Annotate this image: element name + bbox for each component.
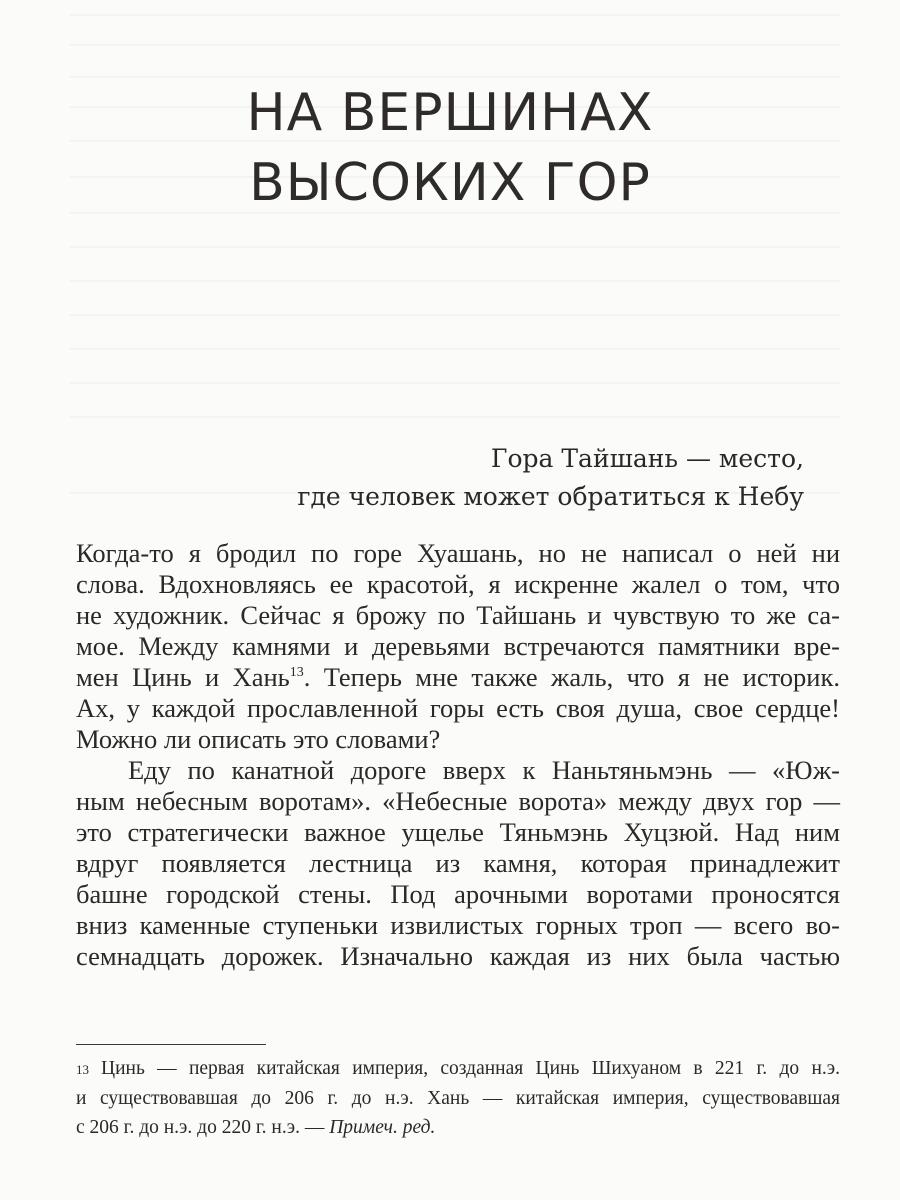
text-line: Когда-то я бродил по горе Хуашань, но не написал о ней ни <box>76 538 840 568</box>
text-line: Ах, у каждой прославленной горы есть своя душа, свое сердце! <box>76 693 840 723</box>
footnote-line <box>76 1113 840 1142</box>
bleed-through-line <box>70 382 840 384</box>
chapter-title <box>0 78 900 218</box>
chapter-title-line-2: ВЫСОКИХ ГОР <box>249 153 651 213</box>
paragraph-1 <box>76 538 840 755</box>
text-line: ным небесным воротам». «Небесные ворота» между двух гор — <box>76 786 840 816</box>
bleed-through-line <box>70 314 840 316</box>
text-line: не художник. Сейчас я брожу по Тайшань и чувствую то же са- <box>76 600 840 630</box>
editor-note: Примеч. ред. <box>329 1117 436 1138</box>
section-title-line-2: где человек может обратиться к Небу <box>297 482 804 511</box>
text-line: семнадцать дорожек. Изначально каждая из них была частью <box>76 941 840 971</box>
footnote-reference: 13 <box>289 665 304 681</box>
paragraph-2 <box>76 755 840 972</box>
footnote <box>76 1054 840 1142</box>
text-line: слова. Вдохновляясь ее красотой, я искренне жалел о том, что <box>76 569 840 599</box>
text-line: это стратегически важное ущелье Тяньмэнь Хуцзюй. Над ним <box>76 817 840 847</box>
text-line: вниз каменные ступеньки извилистых горных троп — всего во- <box>76 910 840 940</box>
text-line: мое. Между камнями и деревьями встречаются памятники вре- <box>76 631 840 661</box>
bleed-through-line <box>70 246 840 248</box>
text-line: Еду по канатной дороге вверх к Наньтяньмэнь — «Юж- <box>128 755 840 785</box>
bleed-through-line <box>70 416 840 418</box>
text-line: башне городской стены. Под арочными воротами проносятся <box>76 879 840 909</box>
section-title-line-1: Гора Тайшань — место, <box>490 444 804 473</box>
footnote-mark: 13 <box>76 1062 89 1077</box>
bleed-through-line <box>70 44 840 46</box>
text-fragment: . Теперь мне также жаль, что я не историк. <box>303 662 840 692</box>
footnote-text: с 206 г. до н.э. до 220 г. н.э. — <box>76 1117 330 1138</box>
text-line-with-footnote <box>76 662 840 693</box>
bleed-through-line <box>70 14 840 16</box>
text-fragment: мен Цинь и Хань <box>76 662 290 692</box>
text-line: вдруг появляется лестница из камня, которая принадлежит <box>76 848 840 878</box>
body-text <box>76 538 840 972</box>
text-line: Можно ли описать это словами? <box>76 724 441 754</box>
footnote-line: и существовавшая до 206 г. до н.э. Хань — китайская империя, существовавшая <box>76 1088 840 1109</box>
bleed-through-line <box>70 348 840 350</box>
footnote-text: Цинь — первая китайская империя, созданная Цинь Шихуаном в 221 г. до н.э. <box>101 1058 840 1079</box>
bleed-through-line <box>70 280 840 282</box>
section-title <box>104 440 804 516</box>
footnote-separator <box>76 1044 266 1045</box>
footnote-line <box>76 1054 840 1084</box>
chapter-title-line-1: НА ВЕРШИНАХ <box>246 83 654 143</box>
